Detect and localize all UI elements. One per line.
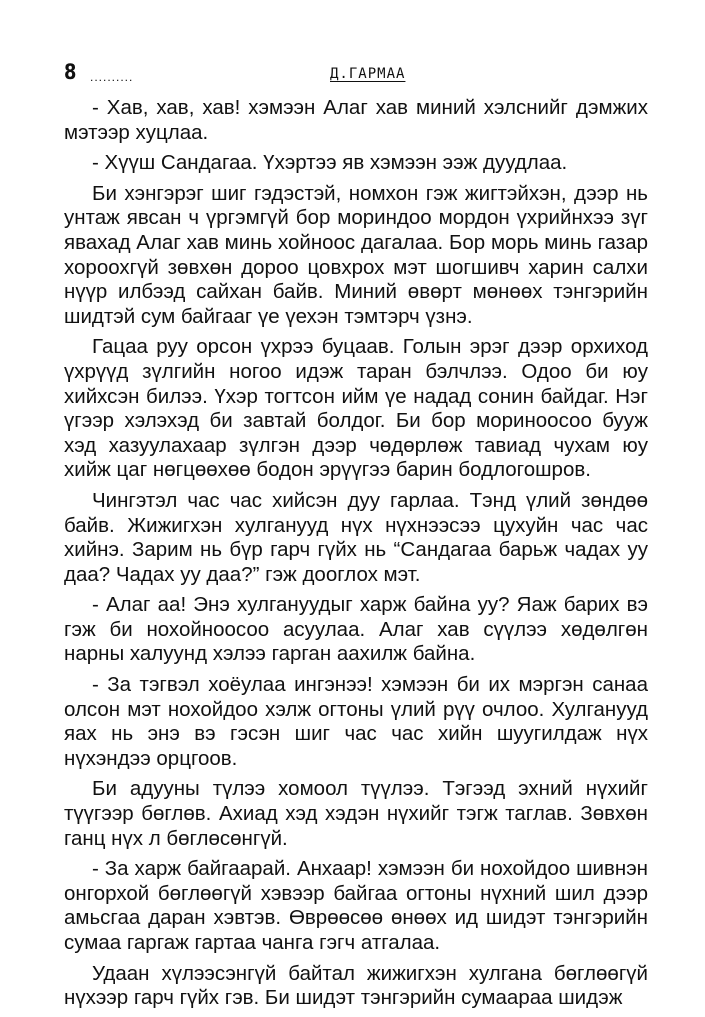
paragraph: Гацаа руу орсон үхрээ буцаав. Голын эрэг дээр орхиход үхрүүд зүлгийн ногоо идэж таран бэлчлээ. Одоо би юу хийхсэн билээ. Үхэр тогтсон ийм үе надад сонин байдаг. Нэг үгээр хэлэхэд би завтай болдог. Би бор мориноосоо бууж хэд хазуулахаар зүлгэн дээр чөдөрлөж тавиад чухам юу хийж цаг нөгцөөхөө бодон эрүүгээ барин бодлогошров. — [64, 335, 648, 482]
page-header — [64, 60, 648, 96]
paragraph: - За тэгвэл хоёулаа ингэнээ! хэмээн би их мэргэн санаа олсон мэт нохойдоо хэлж огтоны үлий рүү очлоо. Хулганууд яах нь энэ вэ гэсэн шиг час час хийн шуугилдаж нүх нүхэндээ орцгоов. — [64, 673, 648, 770]
page-number: 8 — [64, 60, 78, 84]
header-dots: .......... — [90, 70, 134, 84]
paragraph: Удаан хүлээсэнгүй байтал жижигхэн хулгана бөглөөгүй нүхээр гарч гүйх гэв. Би шидэт тэнгэрийн сумаараа шидэж — [64, 961, 648, 1010]
paragraph: - Хүүш Сандагаа. Үхэртээ яв хэмээн ээж дуудлаа. — [92, 151, 568, 175]
paragraph: - Хав, хав, хав! хэмээн Алаг хав миний хэлснийг дэмжих мэтээр хуцлаа. — [64, 96, 648, 144]
running-header-author: Д.ГАРМАА — [330, 66, 406, 82]
paragraph: Чингэтэл час час хийсэн дуу гарлаа. Тэнд үлий зөндөө байв. Жижигхэн хулганууд нүх нүхнээсээ цухуйн час час хийнэ. Зарим нь бүр гарч гүйх нь “Сандагаа барьж чадах уу даа? Чадах уу даа?” гэж дооглох мэт. — [64, 488, 648, 586]
paragraph: - За харж байгаарай. Анхаар! хэмээн би нохойдоо шивнэн онгорхой бөглөөгүй хэвээр байгаа огтоны нүхний шил дээр амьсгаа даран хэвтэв. Өврөөсөө өнөөх ид шидэт тэнгэрийн сумаа гаргаж гартаа чанга гэгч атгалаа. — [64, 857, 648, 954]
paragraph: Би хэнгэрэг шиг гэдэстэй, номхон гэж жигтэйхэн, дээр нь унтаж явсан ч үргэмгүй бор мориндоо мордон үхрийнхээ зүг явахад Алаг хав минь хойноос дагалаа. Бор морь минь газар хороохгүй зөвхөн дороо цовхрох мэт шогшивч харин салхи нүүр илбээд сайхан байв. Миний өвөрт мөнөөх тэнгэрийн шидтэй сум байгааг үе үехэн тэмтэрч үзнэ. — [64, 181, 648, 328]
book-page — [64, 60, 648, 1010]
paragraph: - Алаг аа! Энэ хулгануудыг харж байна уу? Яаж барих вэ гэж би нохойноосоо асуулаа. Алаг хав сүүлээ хөдөлгөн нарны халуунд хэлээ гарган аахилж байна. — [64, 593, 648, 666]
body-text — [64, 96, 648, 1017]
paragraph: Би адууны түлээ хомоол түүлээ. Тэгээд эхний нүхийг түүгээр бөглөв. Ахиад хэд хэдэн нүхийг тэгж таглав. Зөвхөн ганц нүх л бөглөсөнгүй. — [64, 777, 648, 850]
